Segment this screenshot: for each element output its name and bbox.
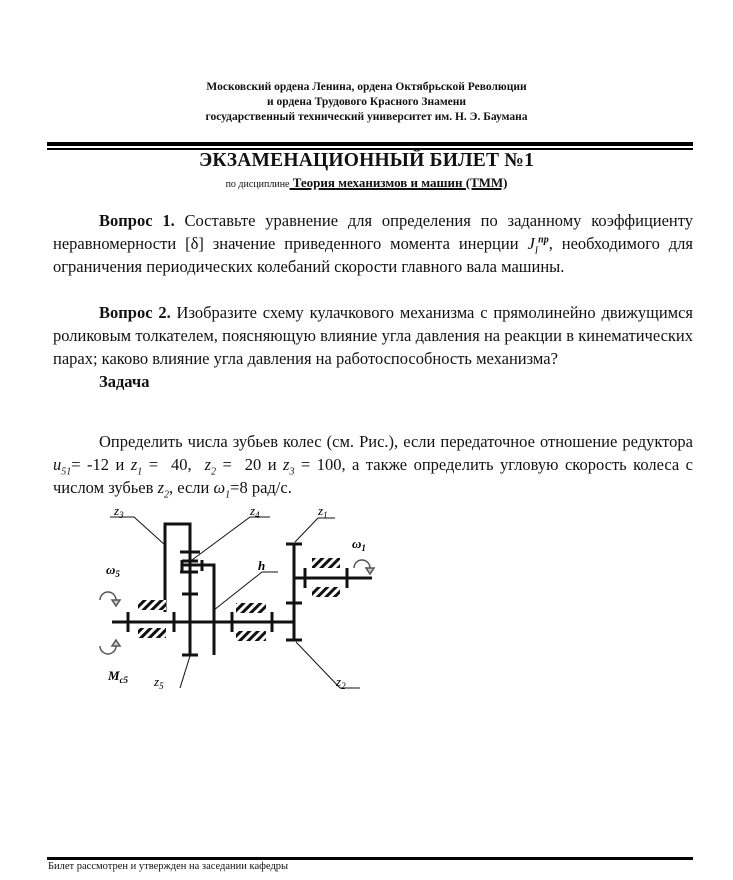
question-1-text-b: , необходимого для ограничения периодических колебаний скорости главного вала машины. — [53, 234, 693, 276]
question-2 — [53, 301, 693, 393]
label-z1: $z_1$ — [318, 503, 328, 520]
gear-train-diagram — [90, 500, 390, 700]
omega5-arrowhead — [112, 600, 120, 606]
leader-z3 — [110, 517, 165, 545]
z2b-symbol: z — [157, 478, 164, 497]
ring-gear-z3-frame — [165, 524, 190, 612]
label-omega1: $\omega_1$ — [352, 536, 366, 553]
z3-symbol: z — [283, 455, 290, 474]
institution-line-3: государственный технический университет им. Н. Э. Баумана — [205, 111, 528, 123]
bearings — [138, 558, 340, 641]
bearing-mid-bottom — [236, 631, 266, 641]
question-1-label: Вопрос 1. — [99, 211, 175, 230]
inertia-sub: I — [534, 245, 539, 257]
label-z5: $z_5$ — [154, 674, 164, 691]
discipline-line — [0, 175, 733, 191]
footer-rule — [47, 857, 693, 860]
task-text — [53, 430, 693, 499]
label-z2: $z_2$ — [336, 674, 346, 691]
task-text-1: Определить числа зубьев колес (см. Рис.), если передаточное отношение редуктора — [99, 432, 693, 451]
question-2-text: Изобразите схему кулачкового механизма с прямолинейно движущимся роликовым толкателем, поясняющую влияние угла давления на реакции в кинематических парах; каково влияние угла давления на работоспособность механизма? — [53, 303, 694, 368]
task-text-3: = 40, — [142, 455, 205, 474]
bearing-right-bottom — [312, 587, 340, 597]
z3-sub: 3 — [289, 466, 295, 478]
z2-symbol: z — [204, 455, 211, 474]
z1-sub: 1 — [137, 466, 143, 478]
label-h: h — [258, 558, 266, 573]
discipline-name: Теория механизмов и машин (ТММ) — [289, 175, 508, 190]
task-text-6: , если — [168, 478, 214, 497]
omega1-arrow-icon — [354, 560, 370, 568]
question-2-label: Вопрос 2. — [99, 303, 171, 322]
omega5-arrow-icon — [100, 592, 116, 600]
label-omega5: $\omega_5$ — [106, 562, 120, 579]
mc5-arrow-icon — [100, 646, 116, 654]
z1-symbol: z — [130, 455, 138, 474]
label-z4: $z_4$ — [250, 503, 260, 520]
mc5-arrowhead — [112, 640, 120, 646]
omega1-arrowhead — [366, 568, 374, 574]
leader-z4 — [192, 517, 270, 560]
u-symbol: u — [53, 455, 62, 474]
task-text-4: = 20 и — [215, 455, 284, 474]
inertia-symbol: J — [527, 234, 535, 253]
footer-text: Билет рассмотрен и утвержден на заседании кафедры — [48, 861, 289, 872]
task-text-5: = 100, а также определить угловую скорость колеса с числом зубьев — [53, 455, 693, 497]
z2b-sub: 2 — [163, 489, 169, 501]
task-text-2: = -12 и — [71, 455, 131, 474]
discipline-prefix: по дисциплине — [225, 179, 290, 190]
bearing-mid-top — [236, 603, 266, 613]
bearing-right-top — [312, 558, 340, 568]
label-z3: $z_3$ — [114, 503, 124, 520]
omega-symbol: ω — [213, 478, 226, 497]
question-1-text-a: Составьте уравнение для определения по заданному коэффициенту неравномерности [δ] значение приведенного момента инерции — [53, 211, 693, 253]
task-label: Задача — [99, 372, 150, 391]
carrier-h — [202, 565, 214, 655]
omega-sub: 1 — [225, 489, 231, 501]
u-sub: 51 — [61, 466, 72, 478]
label-mc5: $M_{c5}$ — [108, 668, 129, 685]
leader-z5 — [180, 656, 190, 688]
z2-sub: 2 — [210, 466, 216, 478]
bearing-left-top — [138, 600, 166, 610]
inertia-sup: пр — [538, 234, 549, 246]
bearing-left-bottom — [138, 628, 166, 638]
institution-line-2: и ордена Трудового Красного Знамени — [266, 96, 467, 108]
task-text-7: =8 рад/с. — [230, 478, 292, 497]
question-1 — [53, 209, 693, 278]
leader-z2 — [296, 642, 360, 688]
leader-z1 — [295, 518, 335, 542]
header-rule-thick — [47, 142, 693, 146]
institution-line-1: Московский ордена Ленина, ордена Октябрьской Революции — [206, 81, 527, 93]
ticket-title: ЭКЗАМЕНАЦИОННЫЙ БИЛЕТ №1 — [198, 150, 535, 171]
institution-header — [0, 80, 733, 125]
